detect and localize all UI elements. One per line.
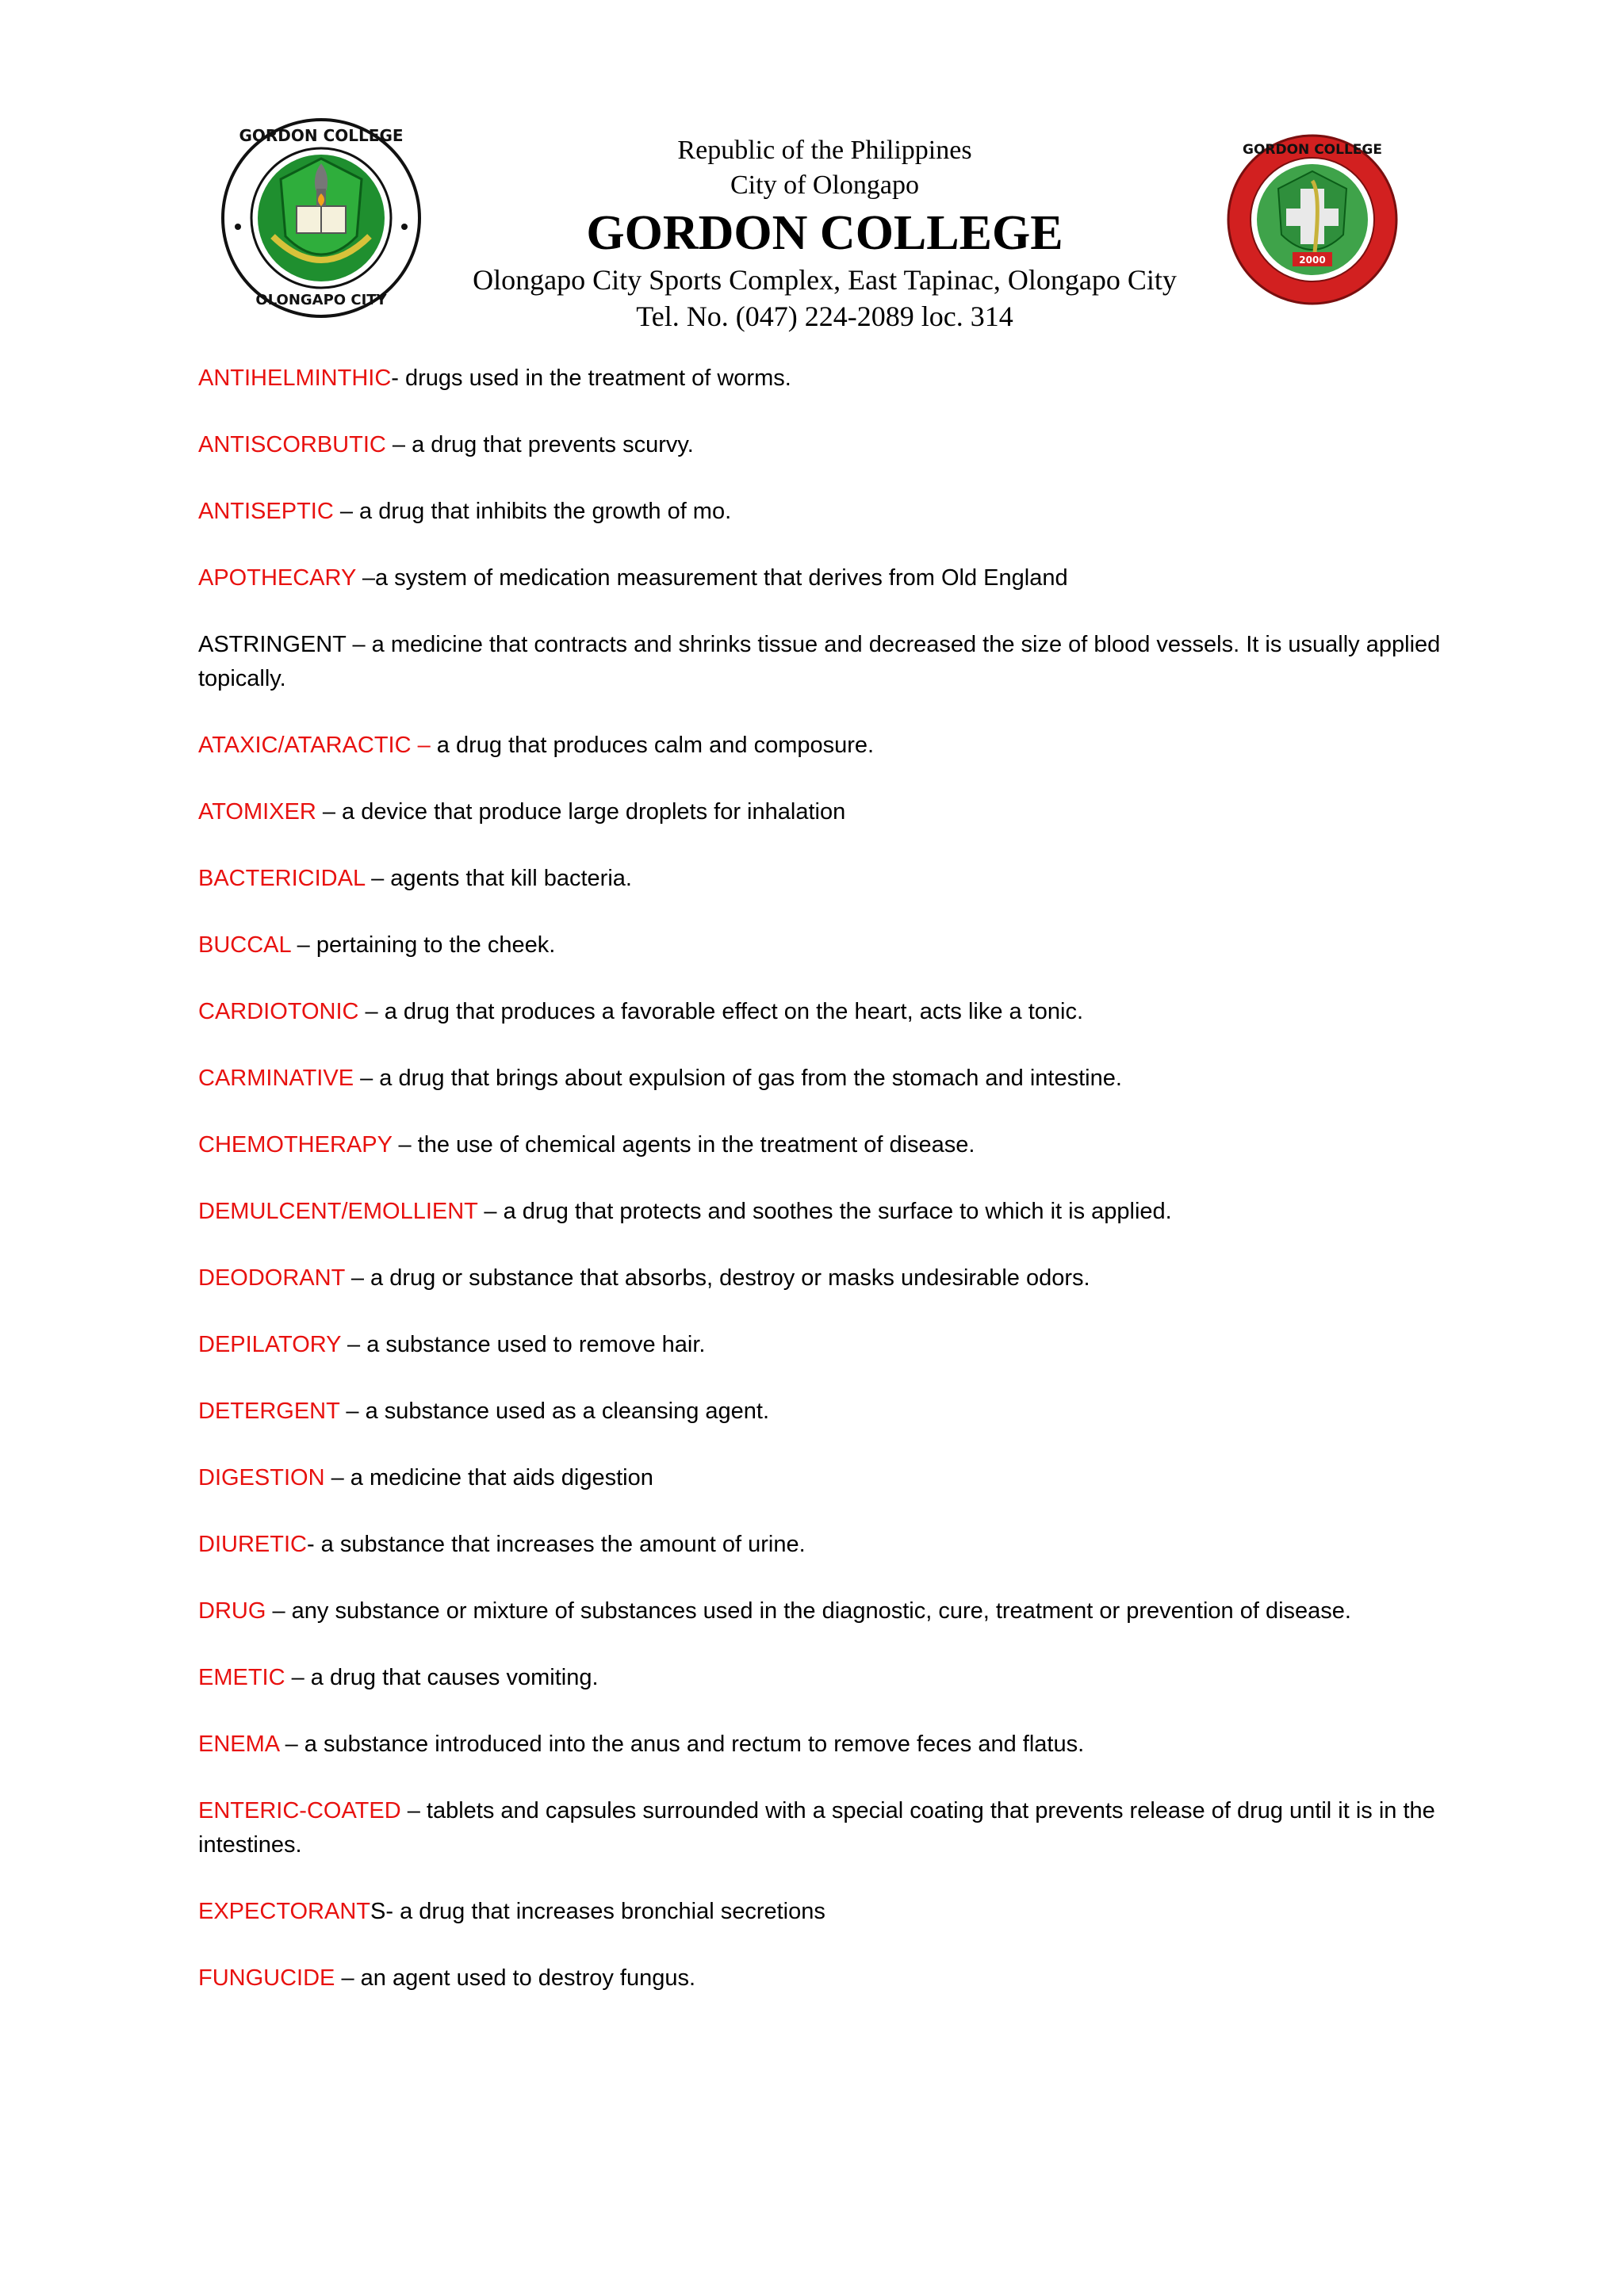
definition: – a device that produce large droplets for inhalation <box>316 799 846 825</box>
definition: a drug that produces calm and composure. <box>430 733 875 758</box>
city-line: City of Olongapo <box>730 170 919 200</box>
definition: S- a drug that increases bronchial secretions <box>370 1899 825 1924</box>
term: DEODORANT <box>198 1265 345 1291</box>
definition: – a substance introduced into the anus and rectum to remove feces and flatus. <box>278 1732 1085 1757</box>
definition: – a drug or substance that absorbs, destroy or masks undesirable odors. <box>344 1265 1090 1291</box>
list-item <box>198 561 1451 595</box>
list-item <box>198 1128 1451 1162</box>
term: ATOMIXER <box>198 799 316 825</box>
definition: – a drug that causes vomiting. <box>285 1665 599 1690</box>
term: BACTERICIDAL <box>198 866 366 891</box>
definition: – a drug that protects and soothes the surface to which it is applied. <box>477 1199 1172 1224</box>
list-item <box>198 795 1451 829</box>
term: ENEMA <box>198 1732 279 1757</box>
term: CARDIOTONIC <box>198 999 359 1024</box>
letterhead <box>0 0 1624 333</box>
term: EMETIC <box>198 1665 285 1690</box>
list-item <box>198 1395 1451 1429</box>
svg-text:2000: 2000 <box>1299 254 1326 266</box>
definition: – a drug that inhibits the growth of mo. <box>333 499 732 524</box>
list-item <box>198 428 1451 462</box>
definition: – a drug that produces a favorable effect on the heart, acts like a tonic. <box>358 999 1084 1024</box>
list-item <box>198 1195 1451 1229</box>
definition: – pertaining to the cheek. <box>290 932 556 958</box>
term: DIGESTION <box>198 1465 325 1490</box>
term: ANTISCORBUTIC <box>198 432 386 457</box>
definition: - drugs used in the treatment of worms. <box>391 365 791 391</box>
definition: –a system of medication measurement that derives from Old England <box>355 565 1068 591</box>
definition: – a drug that brings about expulsion of gas from the stomach and intestine. <box>354 1066 1122 1091</box>
svg-text:GORDON COLLEGE: GORDON COLLEGE <box>239 126 404 145</box>
college-name: GORDON COLLEGE <box>586 206 1063 260</box>
term: CHEMOTHERAPY <box>198 1132 393 1158</box>
term: DRUG <box>198 1598 266 1624</box>
list-item <box>198 1794 1451 1862</box>
definition: – a medicine that aids digestion <box>324 1465 653 1490</box>
svg-text:GORDON COLLEGE: GORDON COLLEGE <box>1243 142 1382 158</box>
definition: – agents that kill bacteria. <box>365 866 632 891</box>
term: DIURETIC <box>198 1532 307 1557</box>
definition: – a medicine that contracts and shrinks tissue and decreased the size of blood vessels. It is usually applied topically. <box>198 632 1441 691</box>
list-item <box>198 362 1451 396</box>
list-item <box>198 1661 1451 1695</box>
list-item <box>198 1594 1451 1628</box>
list-item <box>198 729 1451 763</box>
term: EXPECTORANT <box>198 1899 371 1924</box>
list-item <box>198 1961 1451 1996</box>
term: DETERGENT <box>198 1399 340 1424</box>
list-item <box>198 1728 1451 1762</box>
glossary-list <box>198 362 1451 2028</box>
allied-health-studies-seal-logo <box>1226 133 1399 306</box>
term: BUCCAL <box>198 932 291 958</box>
term: ANTIHELMINTHIC <box>198 365 392 391</box>
term: APOTHECARY <box>198 565 356 591</box>
svg-text:OLONGAPO CITY: OLONGAPO CITY <box>255 292 387 308</box>
list-item <box>198 928 1451 962</box>
term: ASTRINGENT <box>198 632 347 657</box>
list-item <box>198 628 1451 696</box>
list-item <box>198 862 1451 896</box>
telephone-line: Tel. No. (047) 224-2089 loc. 314 <box>636 300 1013 332</box>
list-item <box>198 1461 1451 1495</box>
definition: - a substance that increases the amount of urine. <box>306 1532 806 1557</box>
gordon-college-seal-logo <box>220 117 422 319</box>
definition: – an agent used to destroy fungus. <box>335 1965 696 1991</box>
list-item <box>198 995 1451 1029</box>
term: ATAXIC/ATARACTIC – <box>198 733 431 758</box>
letterhead-text <box>396 133 1253 335</box>
list-item <box>198 1062 1451 1096</box>
address-line: Olongapo City Sports Complex, East Tapinac, Olongapo City <box>473 264 1177 296</box>
list-item <box>198 495 1451 529</box>
definition: – any substance or mixture of substances used in the diagnostic, cure, treatment or prevention of disease. <box>266 1598 1351 1624</box>
term: FUNGUCIDE <box>198 1965 335 1991</box>
term: DEMULCENT/EMOLLIENT <box>198 1199 478 1224</box>
definition: – a drug that prevents scurvy. <box>385 432 694 457</box>
list-item <box>198 1528 1451 1562</box>
list-item <box>198 1895 1451 1929</box>
term: ENTERIC-COATED <box>198 1798 401 1823</box>
term: CARMINATIVE <box>198 1066 354 1091</box>
list-item <box>198 1261 1451 1295</box>
definition: – a substance used as a cleansing agent. <box>339 1399 770 1424</box>
definition: – the use of chemical agents in the treatment of disease. <box>392 1132 975 1158</box>
definition: – tablets and capsules surrounded with a special coating that prevents release of drug until it is in the intestines. <box>198 1798 1435 1858</box>
definition: – a substance used to remove hair. <box>341 1332 706 1357</box>
term: DEPILATORY <box>198 1332 341 1357</box>
country-line: Republic of the Philippines <box>677 136 972 165</box>
term: ANTISEPTIC <box>198 499 334 524</box>
list-item <box>198 1328 1451 1362</box>
